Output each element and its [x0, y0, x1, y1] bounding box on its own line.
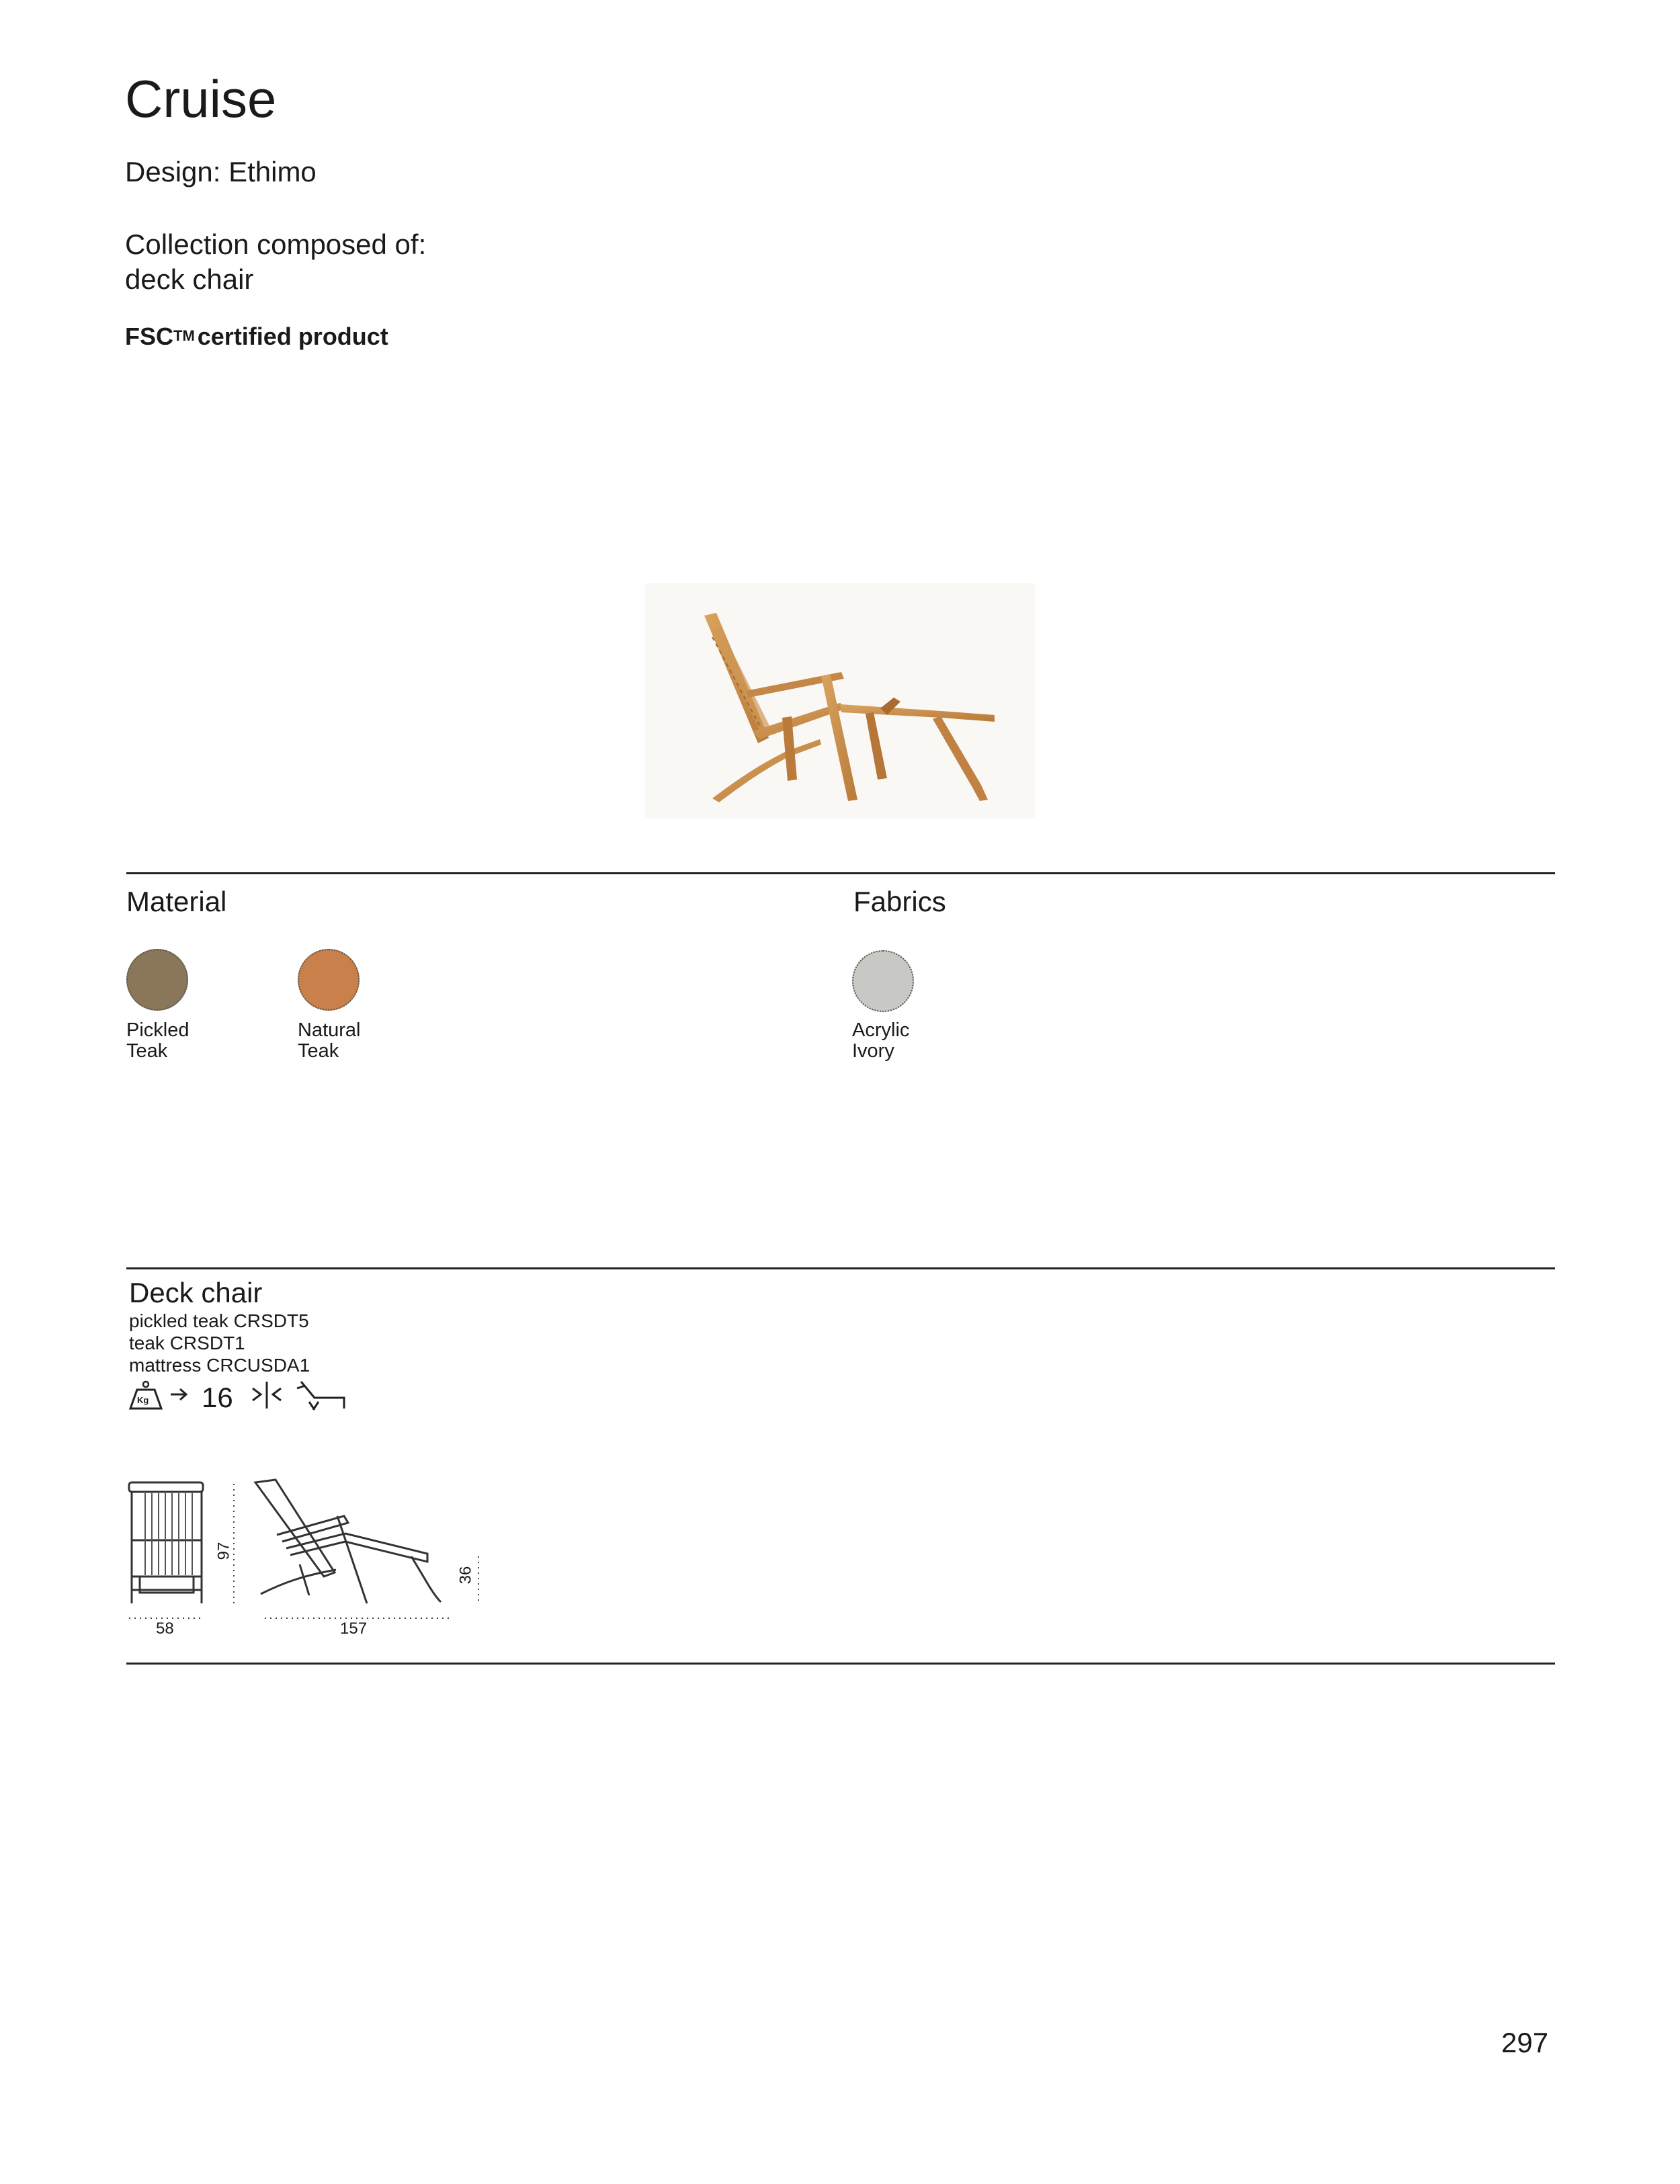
wood-swatch-icon — [126, 949, 188, 1011]
page-number: 297 — [1501, 2027, 1549, 2058]
weight-unit: Kg — [137, 1395, 149, 1405]
fsc-suffix: certified product — [197, 323, 388, 350]
designer-credit: Design: Ethimo — [125, 156, 317, 187]
fabric-swatch-acrylic-ivory[interactable] — [852, 950, 914, 1062]
fsc-trademark: TM — [173, 327, 195, 344]
swatch-label — [126, 1020, 190, 1062]
arrow-right-icon — [169, 1386, 190, 1406]
fabrics-heading: Fabrics — [853, 886, 946, 917]
product-name: Deck chair — [129, 1277, 263, 1308]
section-divider — [126, 1663, 1555, 1665]
wood-swatch-icon — [298, 949, 360, 1011]
swatch-label-line1: Natural — [298, 1019, 361, 1041]
product-code: pickled teak CRSDT5 — [129, 1310, 309, 1331]
dimension-height: 97 — [214, 1542, 233, 1560]
reclining-icon — [296, 1379, 347, 1416]
dimension-seat-height: 36 — [456, 1566, 475, 1585]
dimension-width: 58 — [156, 1620, 174, 1638]
technical-drawing — [124, 1476, 487, 1637]
swatch-label-line2: Teak — [298, 1040, 339, 1062]
product-code: teak CRSDT1 — [129, 1333, 245, 1353]
weight-icon — [128, 1380, 164, 1411]
swatch-label-line1: Acrylic — [852, 1019, 910, 1041]
swatch-label — [298, 1020, 361, 1062]
swatch-label-line2: Ivory — [852, 1040, 894, 1062]
fsc-prefix: FSC — [125, 323, 173, 350]
material-swatch-pickled-teak[interactable] — [126, 949, 190, 1062]
collection-intro: Collection composed of: — [125, 228, 427, 260]
swatch-label-line1: Pickled — [126, 1019, 190, 1041]
section-divider — [126, 872, 1555, 874]
swatch-label-line2: Teak — [126, 1040, 168, 1062]
dimension-drawing — [124, 1476, 487, 1637]
fabric-swatch-icon — [852, 950, 914, 1012]
fsc-certification — [125, 323, 388, 351]
swatch-label — [852, 1020, 914, 1062]
product-weight: 16 — [202, 1382, 233, 1413]
page-title: Cruise — [125, 69, 277, 128]
deck-chair-photo — [645, 583, 1035, 818]
product-code: mattress CRCUSDA1 — [129, 1355, 310, 1376]
collection-item: deck chair — [125, 263, 254, 295]
product-photo — [645, 583, 1035, 818]
dimension-length: 157 — [340, 1620, 368, 1638]
material-heading: Material — [126, 886, 227, 917]
collection-description — [125, 227, 426, 297]
section-divider — [126, 1267, 1555, 1269]
foldable-icon — [250, 1380, 284, 1413]
material-swatch-natural-teak[interactable] — [298, 949, 361, 1062]
